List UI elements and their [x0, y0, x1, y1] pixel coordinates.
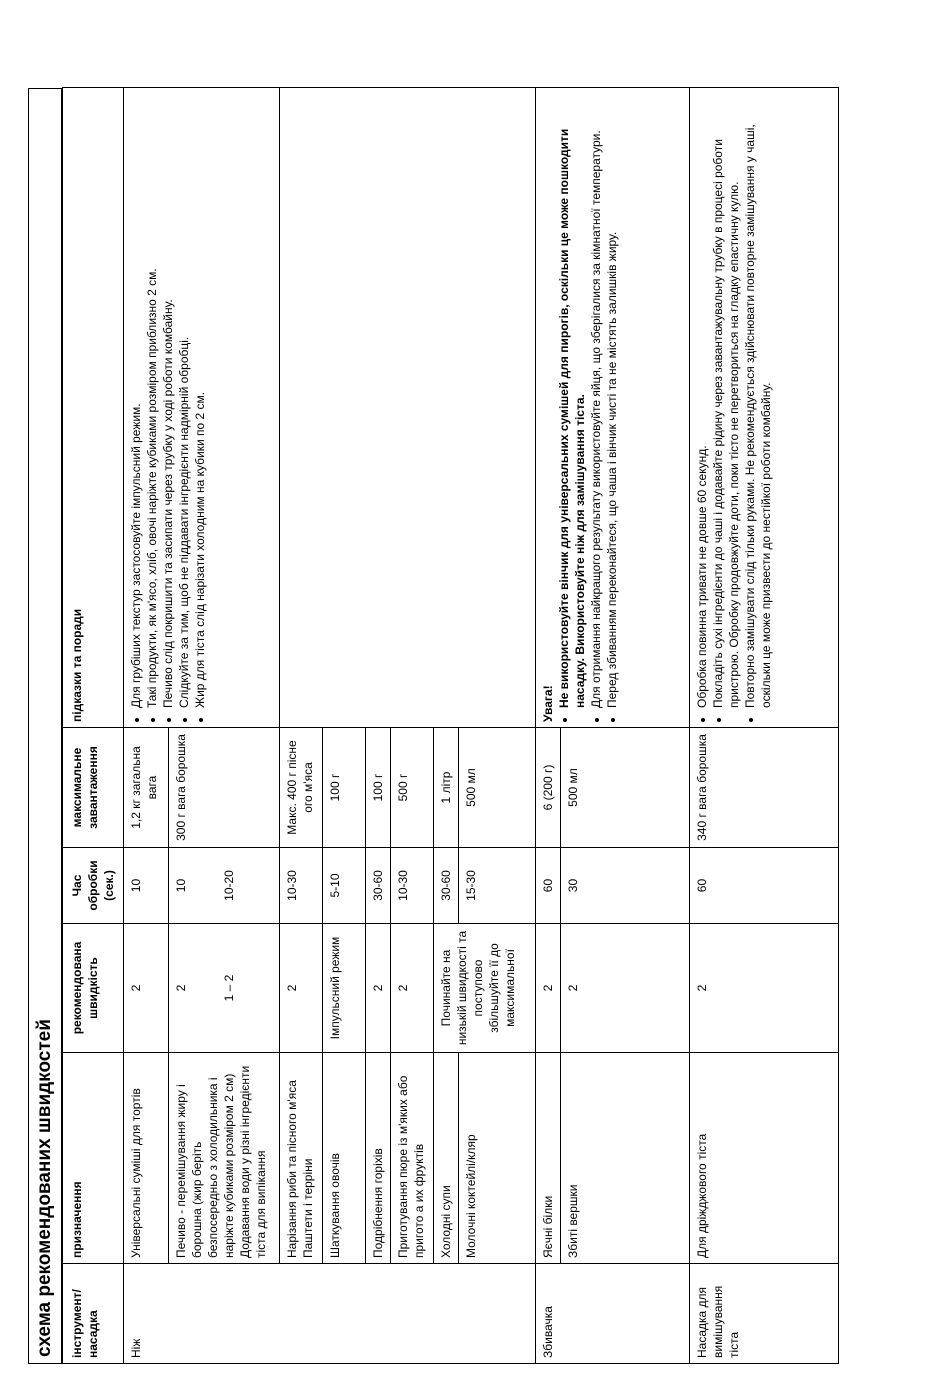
header-speed: рекомендована швидкість: [63, 924, 124, 1053]
speed-cell: 2: [536, 924, 561, 1053]
purpose-cell: Нарізання риби та пісного м'яса Паштети і терріни: [280, 1053, 323, 1264]
tool-whisk: Збивачка: [536, 1264, 690, 1364]
time-value: 10-20: [222, 870, 236, 901]
purpose-cell: Холодні супи: [434, 1053, 459, 1264]
purpose-cell: Універсальні суміші для тортів: [124, 1053, 169, 1264]
rotated-page: [28, 88, 864, 1364]
load-cell: 1 літр: [434, 728, 459, 848]
tool-knife: Ніж: [124, 1264, 536, 1364]
tip-item: • Не використовуйте вінчик для універсальних сумішей для пирогів, оскільки це може пошкодити насадку. Використовуйте ніж для замішування тіста.: [556, 93, 588, 708]
purpose-cell: Збиті вершки: [561, 1053, 690, 1264]
time-cell: 15-30: [459, 848, 536, 924]
tips-heading: Увага!: [541, 685, 555, 722]
table-row: [280, 88, 323, 1364]
header-row: [63, 88, 124, 1364]
time-value: 10: [174, 878, 188, 893]
header-tool: інструмент/ насадка: [63, 1264, 124, 1364]
tip-item: • Покладіть сухі інгредієнти до чаші і додавайте рідину через завантажувальну трубку в процесі роботи пристрою. Обробку продовжуйте доти, поки тісто не перетвориться на гладку епастичну кулю.: [710, 93, 742, 708]
tips-list: [128, 93, 208, 722]
time-cell: 30: [561, 848, 690, 924]
time-cell: 5-10: [323, 848, 366, 924]
tips-whisk: [536, 88, 690, 728]
tips-knife: [124, 88, 280, 728]
time-cell: 10: [124, 848, 169, 924]
header-time: Час обробки (сек.): [63, 848, 124, 924]
page-title: схема рекомендованих швидкостей: [28, 88, 62, 1364]
purpose-cell: Молочні коктейлі/кляр: [459, 1053, 536, 1264]
purpose-cell: Подрібнення горіхів: [366, 1053, 391, 1264]
speed-cell: [169, 924, 280, 1053]
speed-cell: 2: [561, 924, 690, 1053]
load-cell: 6 (200 г): [536, 728, 561, 848]
tip-item: • Для грубіших текстур застосовуйте імпульсний режим.: [128, 93, 144, 708]
load-cell: 100 г: [323, 728, 366, 848]
speed-cell: 2: [124, 924, 169, 1053]
header-tips: підказки та поради: [63, 88, 124, 728]
table-row: [536, 88, 561, 1364]
purpose-cell: Приготування пюре із м'яких або пригото а их фруктів: [391, 1053, 434, 1264]
tool-dough: Насадка для вимішування тіста: [690, 1264, 839, 1364]
load-cell: 500 мл: [459, 728, 536, 848]
tip-item: • Печиво слід покришити та засипати через трубку у ході роботи комбайну.: [160, 93, 176, 708]
load-cell: Макс. 400 г пісне ого м'яса: [280, 728, 323, 848]
purpose-cell: Для дріжджового тіста: [690, 1053, 839, 1264]
header-purpose: призначення: [63, 1053, 124, 1264]
tip-item: • Перед збиванням переконайтеся, що чаша і вінчик чисті та не містять залишків жиру.: [604, 93, 620, 708]
tip-item: • Обробка повинна тривати не довше 60 секунд.: [694, 93, 710, 708]
load-cell: 100 г: [366, 728, 391, 848]
tips-dough: [690, 88, 839, 728]
purpose-cell: Шаткування овочів: [323, 1053, 366, 1264]
tip-item: • Повторно замішувати слід тільки руками. Не рекомендується здійснювати повторне замішування у чаші, оскільки це може призвести до нестійкої роботи комбайну.: [742, 93, 774, 708]
tip-item: • Слідкуйте за тим, щоб не піддавати інгредієнти надмірній обробці.: [176, 93, 192, 708]
time-cell: 60: [690, 848, 839, 924]
load-cell: 500 мл: [561, 728, 690, 848]
speed-table: [62, 87, 839, 1364]
tips-list: [694, 93, 774, 722]
speed-value: 2: [174, 984, 188, 992]
tip-item: • Такі продукти, як м'ясо, хліб, овочі наріжте кубиками розміром приблизно 2 см.: [144, 93, 160, 708]
time-cell: 10-30: [280, 848, 323, 924]
speed-cell: Імпульсний режим: [323, 924, 366, 1053]
table-row: [124, 88, 169, 1364]
table-row: [690, 88, 839, 1364]
speed-cell: Починайте на низькій швидкості та поступово збільшуйте її до максимальної: [434, 924, 536, 1053]
purpose-cell: Яєчні білки: [536, 1053, 561, 1264]
speed-cell: 2: [690, 924, 839, 1053]
time-cell: 30-60: [366, 848, 391, 924]
load-cell: 340 г вага борошка: [690, 728, 839, 848]
load-cell: 1,2 кг загальна вага: [124, 728, 169, 848]
tip-item: • Жир для тіста слід нарізати холодним на кубики по 2 см.: [192, 93, 208, 708]
time-cell: 60: [536, 848, 561, 924]
purpose-cell: Печиво - перемішування жиру і борошна (жир беріть безпосередньо з холодильника і наріжте кубиками розміром 2 см) Додавання води у різні інгредієнти тіста для випікання: [169, 1053, 280, 1264]
speed-cell: 2: [391, 924, 434, 1053]
tips-knife-empty: [280, 88, 536, 728]
header-load: максимальне завантаження: [63, 728, 124, 848]
time-cell: 30-60: [434, 848, 459, 924]
speed-cell: 2: [366, 924, 391, 1053]
time-cell: [169, 848, 280, 924]
load-cell: 500 г: [391, 728, 434, 848]
tip-item: • Для отримання найкращого результату використовуйте яйця, що зберігалися за кімнатної температури.: [588, 93, 604, 708]
time-cell: 10-30: [391, 848, 434, 924]
tips-list: [556, 93, 620, 722]
load-cell: 300 г вага борошка: [169, 728, 280, 848]
speed-value: 1 – 2: [222, 974, 236, 1002]
speed-cell: 2: [280, 924, 323, 1053]
